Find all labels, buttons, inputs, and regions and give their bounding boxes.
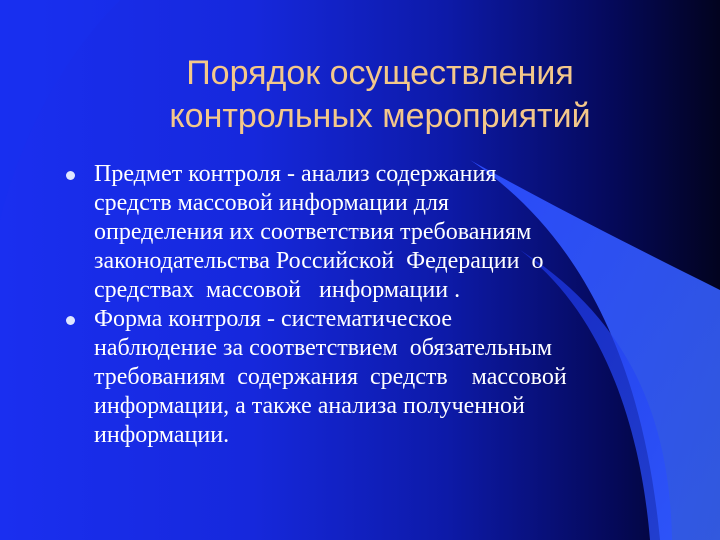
slide-title-line: Порядок осуществления	[186, 54, 574, 92]
bullet-item-subject	[64, 160, 664, 305]
bullet-text-line: информации.	[94, 422, 230, 448]
slide-title-line: контрольных мероприятий	[169, 97, 591, 135]
bullet-text-line: средствах массовой информации .	[94, 277, 461, 303]
bullet-icon	[66, 171, 75, 180]
bullet-list	[64, 160, 664, 450]
bullet-text-line: законодательства Российской Федерации о	[94, 248, 544, 274]
bullet-icon	[66, 316, 75, 325]
bullet-text-line: средств массовой информации для	[94, 190, 449, 216]
bullet-text-line: Предмет контроля - анализ содержания	[94, 161, 497, 187]
bullet-text-line: Форма контроля - систематическое	[94, 306, 453, 332]
bullet-text-line: требованиям содержания средств массовой	[94, 364, 567, 390]
bullet-text-line: определения их соответствия требованиям	[94, 219, 532, 245]
bullet-text-line: информации, а также анализа полученной	[94, 393, 525, 419]
slide-title	[60, 52, 700, 138]
bullet-text-line: наблюдение за соответствием обязательным	[94, 335, 553, 361]
bullet-item-form	[64, 305, 664, 450]
